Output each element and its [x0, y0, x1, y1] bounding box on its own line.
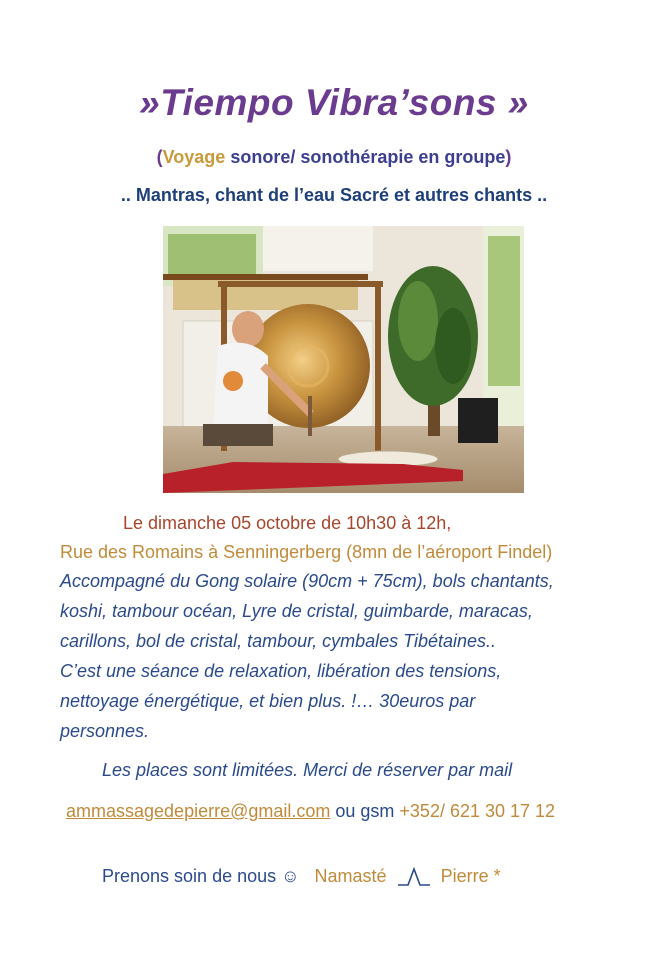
mantras-line: .. Mantras, chant de l’eau Sacré et autres chants .. — [120, 185, 548, 205]
closing-line — [102, 866, 501, 888]
contact-line — [66, 801, 555, 822]
subtitle-open-paren: ( — [156, 147, 163, 167]
signature-name: Pierre * — [440, 866, 501, 886]
contact-connector: ou gsm — [330, 801, 400, 821]
subtitle-close-paren: ) — [505, 147, 512, 167]
signature-wave-icon — [396, 866, 432, 888]
description-line: C’est une séance de relaxation, libération des tensions, — [60, 661, 502, 681]
phone-number: +352/ 621 30 17 12 — [399, 801, 556, 821]
poster-title: »Tiempo Vibra’sons » — [139, 82, 529, 123]
description-line: carillons, bol de cristal, tambour, cymbales Tibétaines.. — [60, 631, 497, 651]
description-line: koshi, tambour océan, Lyre de cristal, guimbarde, maracas, — [60, 601, 533, 621]
description-line: personnes. — [60, 721, 150, 741]
event-address: Rue des Romains à Senningerberg (8mn de l’aéroport Findel) — [60, 542, 553, 562]
closing-text: Prenons soin de nous ☺ — [102, 866, 300, 886]
subtitle-rest: sonore/ sonothérapie en groupe — [225, 147, 506, 167]
event-date: Le dimanche 05 octobre de 10h30 à 12h, — [123, 513, 452, 533]
subtitle-voyage: Voyage — [162, 147, 226, 167]
email-link[interactable]: ammassagedepierre@gmail.com — [66, 801, 331, 821]
subtitle — [0, 147, 668, 168]
places-limited-notice: Les places sont limitées. Merci de réserver par mail — [102, 760, 513, 780]
namaste-text: Namasté — [314, 866, 387, 886]
description-line: Accompagné du Gong solaire (90cm + 75cm), bols chantants, — [60, 571, 554, 591]
description-line: nettoyage énergétique, et bien plus. !… 30euros par — [60, 691, 476, 711]
gong-photo-illustration — [163, 226, 524, 493]
gong-session-photo — [163, 226, 524, 493]
